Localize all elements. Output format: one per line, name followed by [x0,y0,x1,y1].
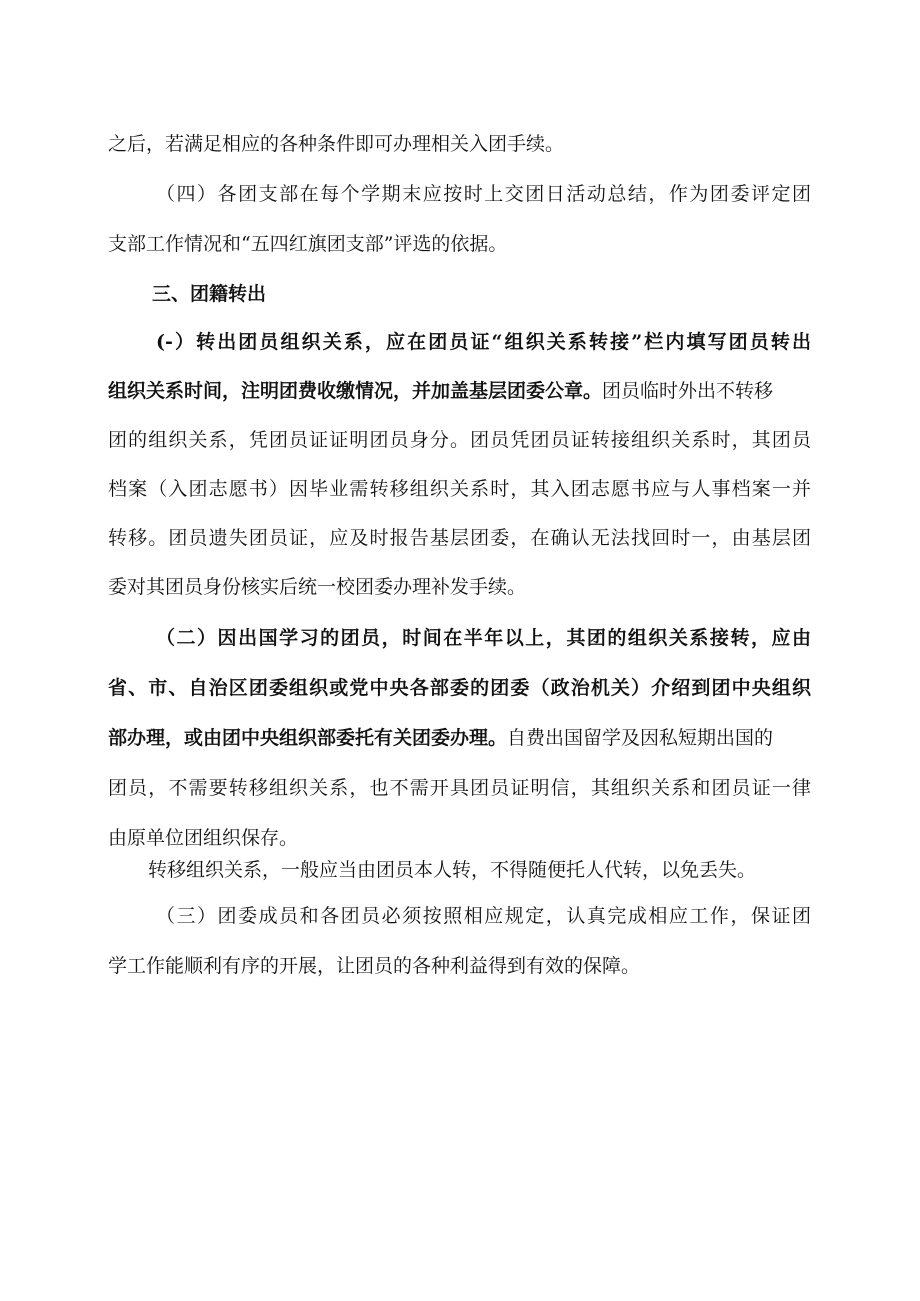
normal-text: 团员临时外出不转移 [602,380,774,402]
paragraph-line: 之后，若满足相应的各种条件即可办理相关入团手续。 [108,133,565,155]
paragraph-line: (-）转出团员组织关系，应在团员证“组织关系转接”栏内填写团员转出 [156,331,811,353]
paragraph-line: 团员，不需要转移组织关系，也不需开具团员证明信，其组织关系和团员证一律 [108,777,811,799]
bold-text: 组织关系时间，注明团费收缴情况，并加盖基层团委公章。 [108,380,603,402]
paragraph-line: （二）因出国学习的团员，时间在半年以上，其团的组织关系接转，应由 [156,627,811,649]
normal-text: 自费出国留学及因私短期出国的 [507,727,774,749]
paragraph-line: （四）各团支部在每个学期末应按时上交团日活动总结，作为团委评定团 [156,183,811,205]
bold-text: 部办理，或由团中央组织部委托有关团委办理。 [108,727,508,749]
paragraph-line: 支部工作情况和“五四红旗团支部”评选的依据。 [108,233,508,255]
paragraph-line: 档案（入团志愿书）因毕业需转移组织关系时，其入团志愿书应与人事档案一并 [108,478,811,500]
paragraph-line: 省、市、自治区团委组织或党中央各部委的团委（政治机关）介绍到团中央组织 [108,677,811,699]
paragraph-line: 委对其团员身份核实后统一校团委办理补发手续。 [108,576,527,598]
paragraph-line: （三）团委成员和各团员必须按照相应规定，认真完成相应工作，保证团 [156,905,811,927]
section-heading: 三、团籍转出 [152,283,267,305]
paragraph-line: 团的组织关系，凭团员证证明团员身分。团员凭团员证转接组织关系时，其团员 [108,429,811,451]
paragraph-line: 转移组织关系，一般应当由团员本人转，不得随便托人代转，以免丢失。 [148,859,757,881]
paragraph-line: 转移。团员遗失团员证，应及时报告基层团委，在确认无法找回时一，由基层团 [108,527,811,549]
paragraph-line: 学工作能顺利有序的开展，让团员的各种利益得到有效的保障。 [108,955,641,977]
paragraph-line: 由原单位团组织保存。 [108,827,299,849]
paragraph-line [108,379,811,403]
paragraph-line [108,726,811,750]
